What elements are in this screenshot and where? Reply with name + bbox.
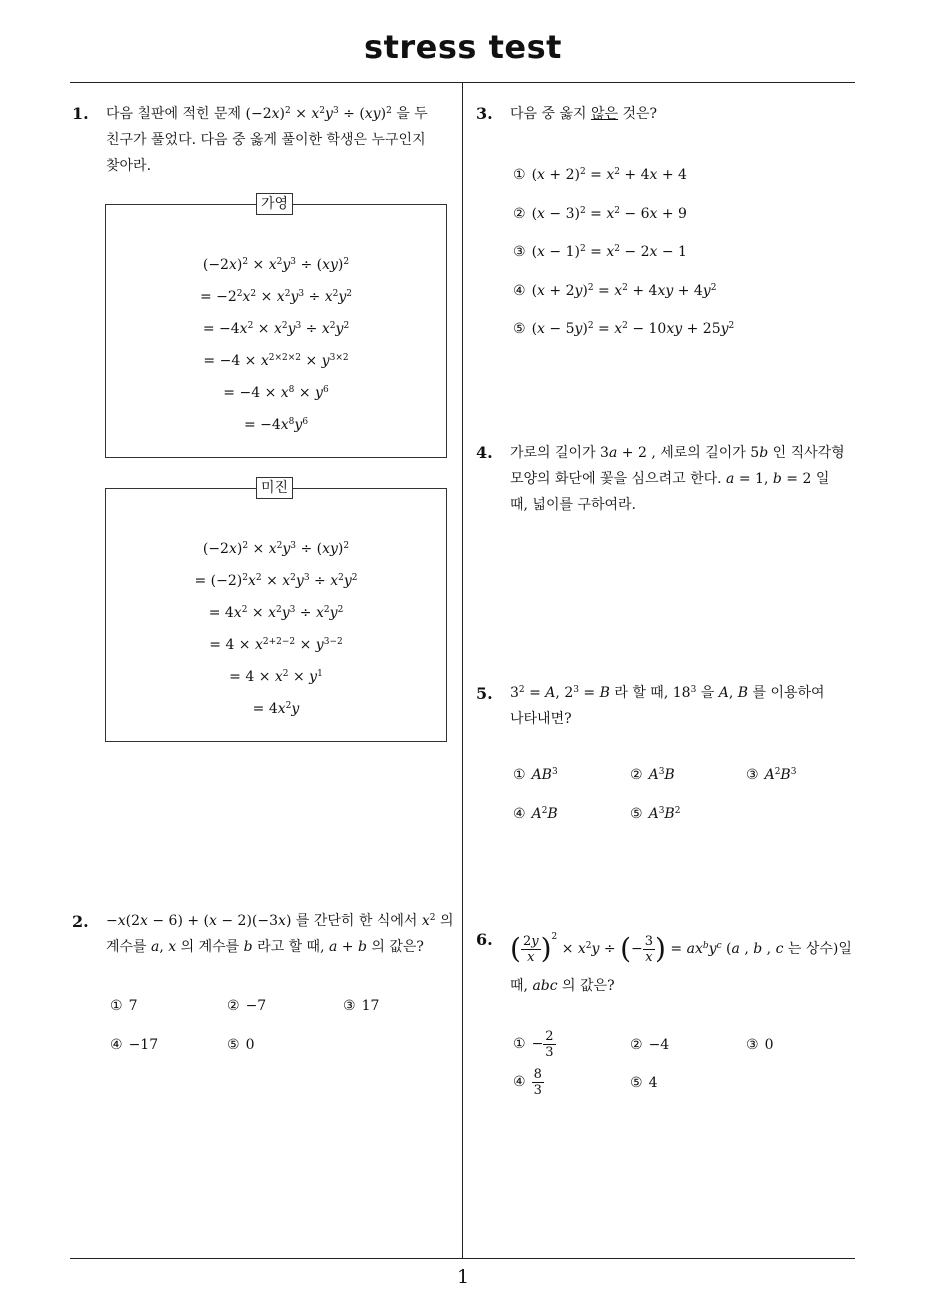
question-text: ( $\frac{2y}{x}$ )$^2 \times x^2y$ ÷ (− $\frac{3}{x}$ ) = $ax^by^c$ (a , b , c 는 상수)일 때, abc 의 값은?	[510, 932, 852, 994]
page-title: stress test	[364, 28, 562, 66]
solution-label-gayoung: 가영	[256, 193, 293, 215]
column-divider	[462, 82, 463, 1258]
choice-4[interactable]: ④ $A^2B$	[513, 806, 558, 822]
question-text: 가로의 길이가 3a + 2 , 세로의 길이가 5b 인 직사각형 모양의 화단에 꽃을 심으려고 한다. a = 1, b = 2 일 때, 넓이를 구하여라.	[510, 445, 845, 513]
footer-rule	[70, 1258, 855, 1259]
solution-box-gayoung	[105, 204, 447, 458]
question-number: 2.	[72, 912, 89, 931]
question-text: −x(2x − 6) + (x − 2)(−3x) 를 간단히 한 식에서 $x^2$ 의 계수를 a, x 의 계수를 b 라고 할 때, a + b 의 값은?	[106, 913, 454, 955]
choice-4[interactable]: ④ $\frac{8}{3}$	[513, 1066, 542, 1098]
choice-4[interactable]: ④ $(x + 2y)^2 = x^2 + 4xy + 4y^2$	[513, 283, 717, 299]
choice-3[interactable]: ③ $(x - 1)^2 = x^2 - 2x - 1$	[513, 244, 687, 260]
choice-1[interactable]: ① 7	[110, 998, 138, 1014]
question-number: 1.	[72, 104, 89, 123]
choice-5[interactable]: ⑤ 4	[630, 1075, 658, 1091]
choice-1[interactable]: ① $AB^3$	[513, 767, 558, 783]
choice-2[interactable]: ② $A^3B$	[630, 767, 675, 783]
choice-3[interactable]: ③ 0	[746, 1037, 774, 1053]
solution-steps: $(-2x)^2 \times x^2y^3 \div (xy)^2$ = $-2^2x^2 \times x^2y^3 \div x^2y^2$ = $-4x^2 \times x^2y^3 \div x^2y^2$ = $-4 \times x^{2\times 2\times 2} \times y^{3\times 2}$ = $-4 \times x^8 \times y^6$ = $-4x^8y^6$	[199, 257, 353, 433]
solution-box-mijin	[105, 488, 447, 742]
question-text: $3^2 = A$, $2^3 = B$ 라 할 때, $18^3$ 을 A, B 를 이용하여 나타내면?	[510, 685, 825, 727]
choice-4[interactable]: ④ −17	[110, 1037, 159, 1053]
choice-2[interactable]: ② −4	[630, 1037, 670, 1053]
choice-5[interactable]: ⑤ $(x - 5y)^2 = x^2 - 10xy + 25y^2$	[513, 321, 735, 337]
question-number: 3.	[476, 104, 493, 123]
solution-label-mijin: 미진	[256, 477, 293, 499]
question-number: 4.	[476, 443, 493, 462]
choice-3[interactable]: ③ 17	[343, 998, 380, 1014]
choice-5[interactable]: ⑤ 0	[227, 1037, 255, 1053]
choice-2[interactable]: ② −7	[227, 998, 267, 1014]
solution-steps: $(-2x)^2 \times x^2y^3 \div (xy)^2$ = $(-2)^2x^2 \times x^2y^3 \div x^2y^2$ = $4x^2 \times x^2y^3 \div x^2y^2$ = $4 \times x^{2+2-2} \times y^{3-2}$ = $4 \times x^2 \times y^1$ = $4x^2y$	[194, 541, 358, 717]
question-text: 다음 중 옳지 않은 것은?	[510, 106, 658, 122]
choice-3[interactable]: ③ $A^2B^3$	[746, 767, 797, 783]
question-number: 5.	[476, 684, 493, 703]
choice-2[interactable]: ② $(x - 3)^2 = x^2 - 6x + 9$	[513, 206, 687, 222]
choice-1[interactable]: ① $(x + 2)^2 = x^2 + 4x + 4$	[513, 167, 687, 183]
choice-1[interactable]: ① − $\frac{2}{3}$	[513, 1028, 554, 1060]
question-number: 6.	[476, 930, 493, 949]
choice-5[interactable]: ⑤ $A^3B^2$	[630, 806, 681, 822]
question-text: 다음 칠판에 적힌 문제 $(-2x)^2 \times x^2y^3 \div (xy)^2$ 을 두 친구가 풀었다. 다음 중 옳게 풀이한 학생은 누구인지 찾아라.	[106, 106, 428, 174]
page-number: 1	[456, 1266, 470, 1288]
